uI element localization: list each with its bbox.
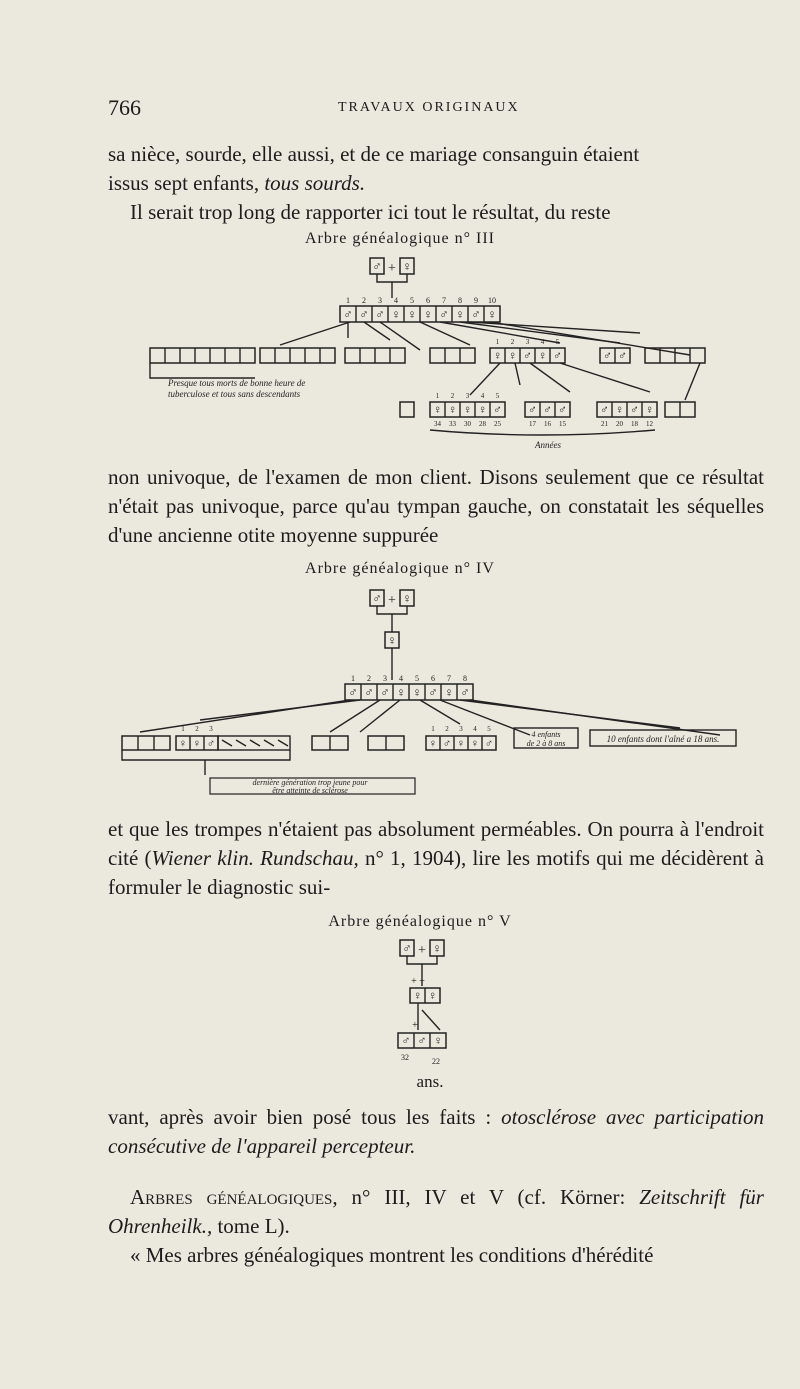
tree4-gen2-symbol: ♀	[396, 685, 406, 700]
bracket-line	[150, 363, 255, 378]
tree3-gen3-a-symbol: ♀	[493, 348, 502, 363]
parent-male-symbol: ♂	[372, 259, 382, 274]
hatch-line	[236, 740, 246, 746]
gen2-number: 2	[362, 296, 366, 305]
gen2-number: 6	[426, 296, 430, 305]
tree4-gen2-symbol: ♀	[412, 685, 422, 700]
cross-mark: +	[412, 1020, 418, 1031]
age-number: 22	[432, 1057, 440, 1066]
connector-line	[530, 363, 570, 392]
tree3-gen2-symbol: ♀	[407, 307, 417, 322]
gen4-number: 1	[435, 392, 440, 400]
tree3-gen2-symbol: ♂	[439, 307, 449, 322]
tree4-gen3-empty-a-frame	[122, 736, 170, 750]
gen2-number: 1	[346, 296, 350, 305]
gen4-number: 4	[480, 392, 485, 400]
tree5-gen2-symbol: ♀	[413, 988, 422, 1003]
age-number: 28	[479, 420, 486, 428]
age-number: 34	[434, 420, 441, 428]
tree3-gen3-empty-a-frame	[150, 348, 255, 363]
gen2-number: 8	[463, 674, 467, 683]
tree3-gen4-b-symbol: ♂	[528, 402, 537, 417]
tree3-gen4-a-symbol: ♀	[478, 402, 487, 417]
ages-unit: ans.	[416, 1072, 444, 1091]
connector-line	[330, 700, 380, 732]
tree-4-diagram	[0, 582, 800, 802]
tree5-gen3-symbol: ♂	[417, 1033, 427, 1048]
age-number: 16	[544, 420, 551, 428]
tree5-gen3-symbol: ♀	[433, 1033, 443, 1048]
tree3-gen2-symbol: ♀	[455, 307, 465, 322]
tree4-gen3-a-symbol: ♀	[192, 737, 202, 750]
tree4-gen2-symbol: ♂	[460, 685, 470, 700]
gen3-number: 3	[209, 725, 213, 733]
connector-line	[200, 700, 360, 720]
gen4-number: 3	[465, 392, 470, 400]
gen2-number: 6	[431, 674, 435, 683]
children-box-line2: de 2 à 8 ans	[526, 739, 566, 748]
gen3-number: 2	[445, 725, 449, 733]
union-plus: +	[388, 261, 396, 276]
tree3-gen2-symbol: ♀	[391, 307, 401, 322]
age-number: 18	[631, 420, 638, 428]
tree3-gen3-b-symbol: ♂	[603, 348, 612, 363]
gen2-number: 4	[399, 674, 403, 683]
page-number: 766	[108, 95, 141, 120]
tree-3-caption: Arbre généalogique n° III	[305, 230, 495, 247]
gen3-number: 1	[495, 338, 500, 346]
connector-line	[440, 700, 530, 735]
hatch-line	[222, 740, 232, 746]
tree3-gen4-c-symbol: ♀	[645, 402, 654, 417]
children-box-line1: 4 enfants	[531, 730, 561, 739]
age-number: 20	[616, 420, 623, 428]
gen2-number: 1	[351, 674, 355, 683]
parent-female-symbol: ♀	[402, 591, 412, 606]
gen4-number: 2	[450, 392, 455, 400]
cross-marks: + +	[411, 976, 425, 987]
tree3-gen3-a-symbol: ♀	[508, 348, 517, 363]
gen3-number: 5	[555, 338, 560, 346]
tree4-gen3-b-symbol: ♀	[470, 737, 480, 750]
connector-line	[470, 363, 500, 395]
paragraph-2: Il serait trop long de rapporter ici tout le résultat, du reste	[130, 200, 611, 224]
tree3-gen3-a-symbol: ♀	[538, 348, 547, 363]
tree3-gen4-b-symbol: ♂	[543, 402, 552, 417]
hatch-line	[278, 740, 288, 746]
connector-line	[380, 322, 420, 350]
tree3-gen2-symbol: ♂	[359, 307, 369, 322]
tree3-gen3-a-symbol: ♂	[523, 348, 532, 363]
tree3-gen4-c-symbol: ♂	[630, 402, 639, 417]
paragraph-1: sa nièce, sourde, elle aussi, et de ce mariage consanguin étaient issus sept enfants, tous sourds.	[108, 142, 640, 195]
gen2-number: 9	[474, 296, 478, 305]
bracket-line	[122, 750, 290, 760]
annees-label: Années	[535, 440, 561, 450]
connector-line	[560, 363, 650, 392]
gen2-number: 3	[383, 674, 387, 683]
age-number: 15	[559, 420, 566, 428]
tree3-gen4-a-symbol: ♀	[433, 402, 442, 417]
tree4-gen3-b-symbol: ♀	[456, 737, 466, 750]
tree3-gen4-empty-frame	[400, 402, 414, 417]
tree3-gen4-a-symbol: ♀	[463, 402, 472, 417]
tree4-gen3-a-symbol: ♀	[178, 737, 188, 750]
gen3-number: 3	[459, 725, 463, 733]
tree4-gen2-symbol: ♂	[364, 685, 374, 700]
tree3-gen4-c-symbol: ♀	[615, 402, 624, 417]
tree4-gen2-symbol: ♀	[444, 685, 454, 700]
bracket-line	[430, 430, 655, 435]
tree4-gen2-symbol: ♂	[380, 685, 390, 700]
connector-line	[685, 363, 700, 400]
parent-male-symbol: ♂	[372, 591, 382, 606]
tree4-gen3-a-symbol: ♂	[206, 737, 216, 750]
parent-female-symbol: ♀	[432, 941, 442, 956]
hatch-line	[250, 740, 260, 746]
connector-line	[280, 322, 350, 345]
tree5-gen2-symbol: ♀	[428, 988, 437, 1003]
tree3-gen2-symbol: ♂	[471, 307, 481, 322]
age-number: 33	[449, 420, 456, 428]
tree3-gen4-a-symbol: ♂	[493, 402, 502, 417]
paragraph-5: vant, après avoir bien posé tous les faits : otosclérose avec participation consécutive de l'appareil percepteur.	[108, 1105, 764, 1158]
tree4-gen2-symbol: ♂	[348, 685, 358, 700]
page-header	[108, 95, 680, 125]
age-number: 12	[646, 420, 653, 428]
gen3-number: 3	[525, 338, 530, 346]
tree3-gen4-c-symbol: ♂	[600, 402, 609, 417]
tree-3-diagram	[0, 250, 800, 455]
age-number: 21	[601, 420, 608, 428]
gen2-number: 3	[378, 296, 382, 305]
paragraph-4: et que les trompes n'étaient pas absolument perméables. On pourra à l'endroit cité (Wiener klin. Rundschau, n° 1, 1904), lire les motifs qui me décidèrent à formuler le diagnostic sui-	[108, 817, 764, 899]
connector-line	[364, 322, 390, 340]
connector-line	[515, 363, 520, 385]
paragraph-6: Arbres généalogiques, n° III, IV et V (cf. Körner: Zeitschrift für Ohrenheilk., tome L).	[108, 1185, 764, 1238]
paragraph-3: non univoque, de l'examen de mon client. Disons seulement que ce résultat n'était pas univoque, parce qu'au tympan gauche, on constatait les séquelles d'une ancienne otite moyenne suppurée	[108, 465, 764, 547]
tree3-gen3-a-symbol: ♂	[553, 348, 562, 363]
gen2-number: 8	[458, 296, 462, 305]
tree4-gen3-b-symbol: ♀	[428, 737, 438, 750]
tree4-gen3-b-symbol: ♂	[442, 737, 452, 750]
gen2-number: 5	[410, 296, 414, 305]
gen2-number: 2	[367, 674, 371, 683]
gen2-number: 7	[447, 674, 451, 683]
tree4-gen3-b-symbol: ♂	[484, 737, 494, 750]
tree4-gen2-symbol: ♂	[428, 685, 438, 700]
tree3-gen3-empty-d-frame	[430, 348, 475, 363]
age-number: 32	[401, 1053, 409, 1062]
tree3-gen3-empty-b-frame	[260, 348, 335, 363]
age-number: 30	[464, 420, 471, 428]
tree-4-caption: Arbre généalogique n° IV	[305, 560, 495, 577]
tree-5-diagram	[0, 935, 800, 1075]
gen3-number: 4	[540, 338, 545, 346]
tree3-gen2-symbol: ♂	[375, 307, 385, 322]
tree4-note-line1: dernière génération trop jeune pour	[252, 778, 368, 787]
tree5-gen3-symbol: ♂	[401, 1033, 411, 1048]
gen3-number: 2	[510, 338, 515, 346]
union-plus: +	[418, 943, 426, 958]
gen3-number: 1	[181, 725, 185, 733]
running-title: TRAVAUX ORIGINAUX	[338, 100, 520, 115]
gen3-number: 1	[431, 725, 435, 733]
gen2-number: 5	[415, 674, 419, 683]
tree3-gen4-a-symbol: ♀	[448, 402, 457, 417]
connector-line	[360, 700, 400, 732]
tree3-gen3-b-symbol: ♂	[618, 348, 627, 363]
age-number: 17	[529, 420, 536, 428]
tree3-gen4-b-symbol: ♂	[558, 402, 567, 417]
paragraph-7: « Mes arbres généalogiques montrent les conditions d'hérédité	[130, 1243, 654, 1267]
gen3-number: 5	[487, 725, 491, 733]
gen3-number: 4	[473, 725, 477, 733]
tree4-note-line2: être atteinte de sclérose	[272, 786, 348, 795]
gen3-number: 2	[195, 725, 199, 733]
age-number: 25	[494, 420, 501, 428]
union-plus: +	[388, 593, 396, 608]
connector-line	[422, 1010, 440, 1030]
tree3-gen2-symbol: ♂	[343, 307, 353, 322]
gen2-number: 7	[442, 296, 446, 305]
gen2-number: 10	[488, 296, 496, 305]
tree3-gen2-symbol: ♀	[487, 307, 497, 322]
parent-male-symbol: ♂	[402, 941, 412, 956]
gen2-number: 4	[394, 296, 398, 305]
ten-children-text: 10 enfants dont l'aîné a 18 ans.	[606, 734, 720, 744]
parent-female-symbol: ♀	[402, 259, 412, 274]
connector-line	[420, 700, 460, 724]
tree3-note-line2: tuberculose et tous sans descendants	[168, 389, 301, 399]
gen4-number: 5	[495, 392, 500, 400]
tree3-note-line1: Presque tous morts de bonne heure de	[168, 378, 306, 388]
tree3-gen2-symbol: ♀	[423, 307, 433, 322]
tree4-only-child-symbol: ♀	[387, 633, 397, 648]
hatch-line	[264, 740, 274, 746]
tree-5-caption: Arbre généalogique n° V	[328, 913, 512, 930]
